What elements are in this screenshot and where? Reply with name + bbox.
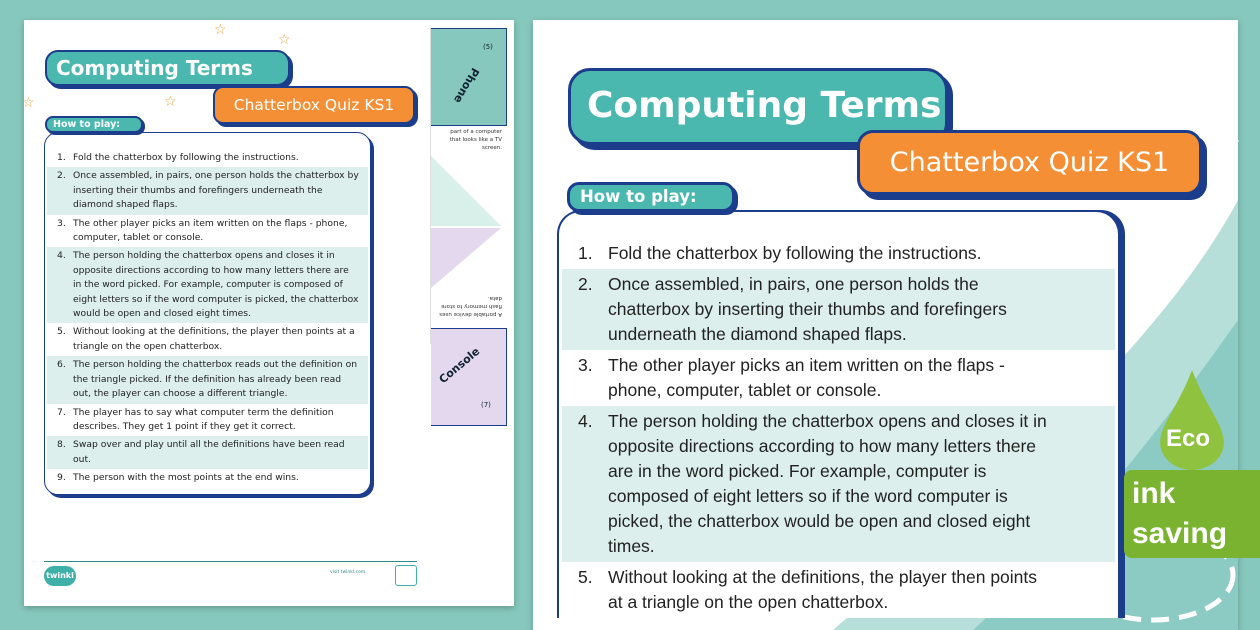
quality-badge-icon (395, 565, 417, 586)
step-number: 1. (57, 152, 66, 163)
list-item (562, 269, 1115, 350)
step-number: 1. (578, 243, 593, 263)
phone-number: (5) (483, 43, 493, 51)
step-number: 6. (57, 359, 66, 371)
star-icon: ☆ (214, 22, 227, 38)
step-number: 4. (57, 250, 66, 262)
list-item (47, 436, 368, 469)
step-text: The player has to say what computer term the definition describes. They get 1 point if they get it correct. (73, 406, 334, 432)
console-number: (7) (481, 401, 491, 409)
page-title: Computing Terms (568, 68, 948, 145)
step-number: 3. (578, 355, 593, 375)
steps-list (44, 132, 371, 495)
step-text: Fold the chatterbox by following the instructions. (73, 152, 299, 163)
list-item (47, 469, 368, 487)
list-item (47, 356, 368, 403)
step-text: Without looking at the definitions, the player then points at a triangle on the open chatterbox. (73, 326, 355, 352)
console-label: Console (436, 344, 483, 387)
visit-link: visit twinkl.com (330, 570, 366, 575)
list-item (47, 149, 368, 167)
step-number: 3. (57, 217, 66, 229)
step-text: The person holding the chatterbox reads out the definition on the triangle picked. If the definition has already been read out, the player can choose a different triangle. (73, 359, 358, 400)
star-icon: ☆ (164, 94, 177, 110)
how-to-play-heading: How to play: (567, 182, 735, 212)
how-to-play-heading: How to play: (45, 116, 143, 133)
twinkl-logo: twinkl (44, 566, 76, 586)
phone-definition: part of a computer that looks like a TV screen. (449, 129, 502, 151)
step-text: Without looking at the definitions, the player then points at a triangle on the open chatterbox. (608, 567, 1038, 612)
list-item (562, 562, 1115, 618)
page-subtitle: Chatterbox Quiz KS1 (857, 130, 1202, 195)
step-text: Fold the chatterbox by following the instructions. (608, 243, 982, 263)
step-text: The person holding the chatterbox opens and closes it in opposite directions according to how many letters there are in the word picked. For example, computer is composed of eight letters so if the word computer is picked, the chatterbox would be open and closed eight times. (73, 250, 359, 320)
step-number: 2. (578, 274, 593, 294)
page-title: Computing Terms (45, 50, 290, 86)
page-subtitle: Chatterbox Quiz KS1 (213, 86, 415, 124)
step-number: 7. (57, 406, 66, 418)
list-item (47, 247, 368, 323)
step-text: The person with the most points at the end wins. (73, 472, 299, 484)
step-text: The other player picks an item written on the flaps - phone, computer, tablet or console. (73, 217, 348, 244)
ink-saving-label: ink saving (1132, 477, 1228, 550)
preview-page-small (24, 20, 514, 606)
step-text: The other player picks an item written on the flaps - phone, computer, tablet or console. (608, 355, 1005, 400)
step-number: 9. (57, 472, 66, 484)
list-item (47, 167, 368, 214)
list-item (562, 350, 1115, 406)
step-text: Once assembled, in pairs, one person holds the chatterbox by inserting their thumbs and forefingers underneath the diamond shaped flaps. (608, 274, 1007, 344)
storage-definition: A portable device uses flash memory to store data. (439, 295, 502, 317)
list-item (562, 238, 1115, 269)
phone-label: Phone (451, 65, 482, 106)
list-item (47, 323, 368, 356)
step-number: 8. (57, 439, 66, 451)
list-item (562, 406, 1115, 562)
document (24, 20, 514, 606)
list-item (47, 215, 368, 248)
footer-divider (44, 561, 417, 562)
star-icon: ☆ (278, 32, 291, 48)
step-text: Swap over and play until all the definitions have been read out. (73, 439, 345, 465)
step-number: 2. (57, 170, 66, 182)
list-item (47, 404, 368, 437)
step-number: 5. (57, 326, 66, 338)
step-number: 5. (578, 567, 593, 587)
star-icon: ☆ (22, 95, 35, 111)
step-text: The person holding the chatterbox opens and closes it in opposite directions according to how many letters there are in the word picked. For example, computer is composed of eight letters so if the word computer is picked, the chatterbox would be open and closed eight times. (608, 411, 1047, 556)
step-text: Once assembled, in pairs, one person holds the chatterbox by inserting their thumbs and forefingers underneath the diamond shaped flaps. (73, 170, 359, 211)
eco-label: Eco (1166, 425, 1211, 452)
steps-list (557, 210, 1120, 618)
eco-droplet-icon (1160, 370, 1224, 470)
ink-saving-badge (1124, 470, 1260, 558)
step-number: 4. (578, 411, 593, 431)
